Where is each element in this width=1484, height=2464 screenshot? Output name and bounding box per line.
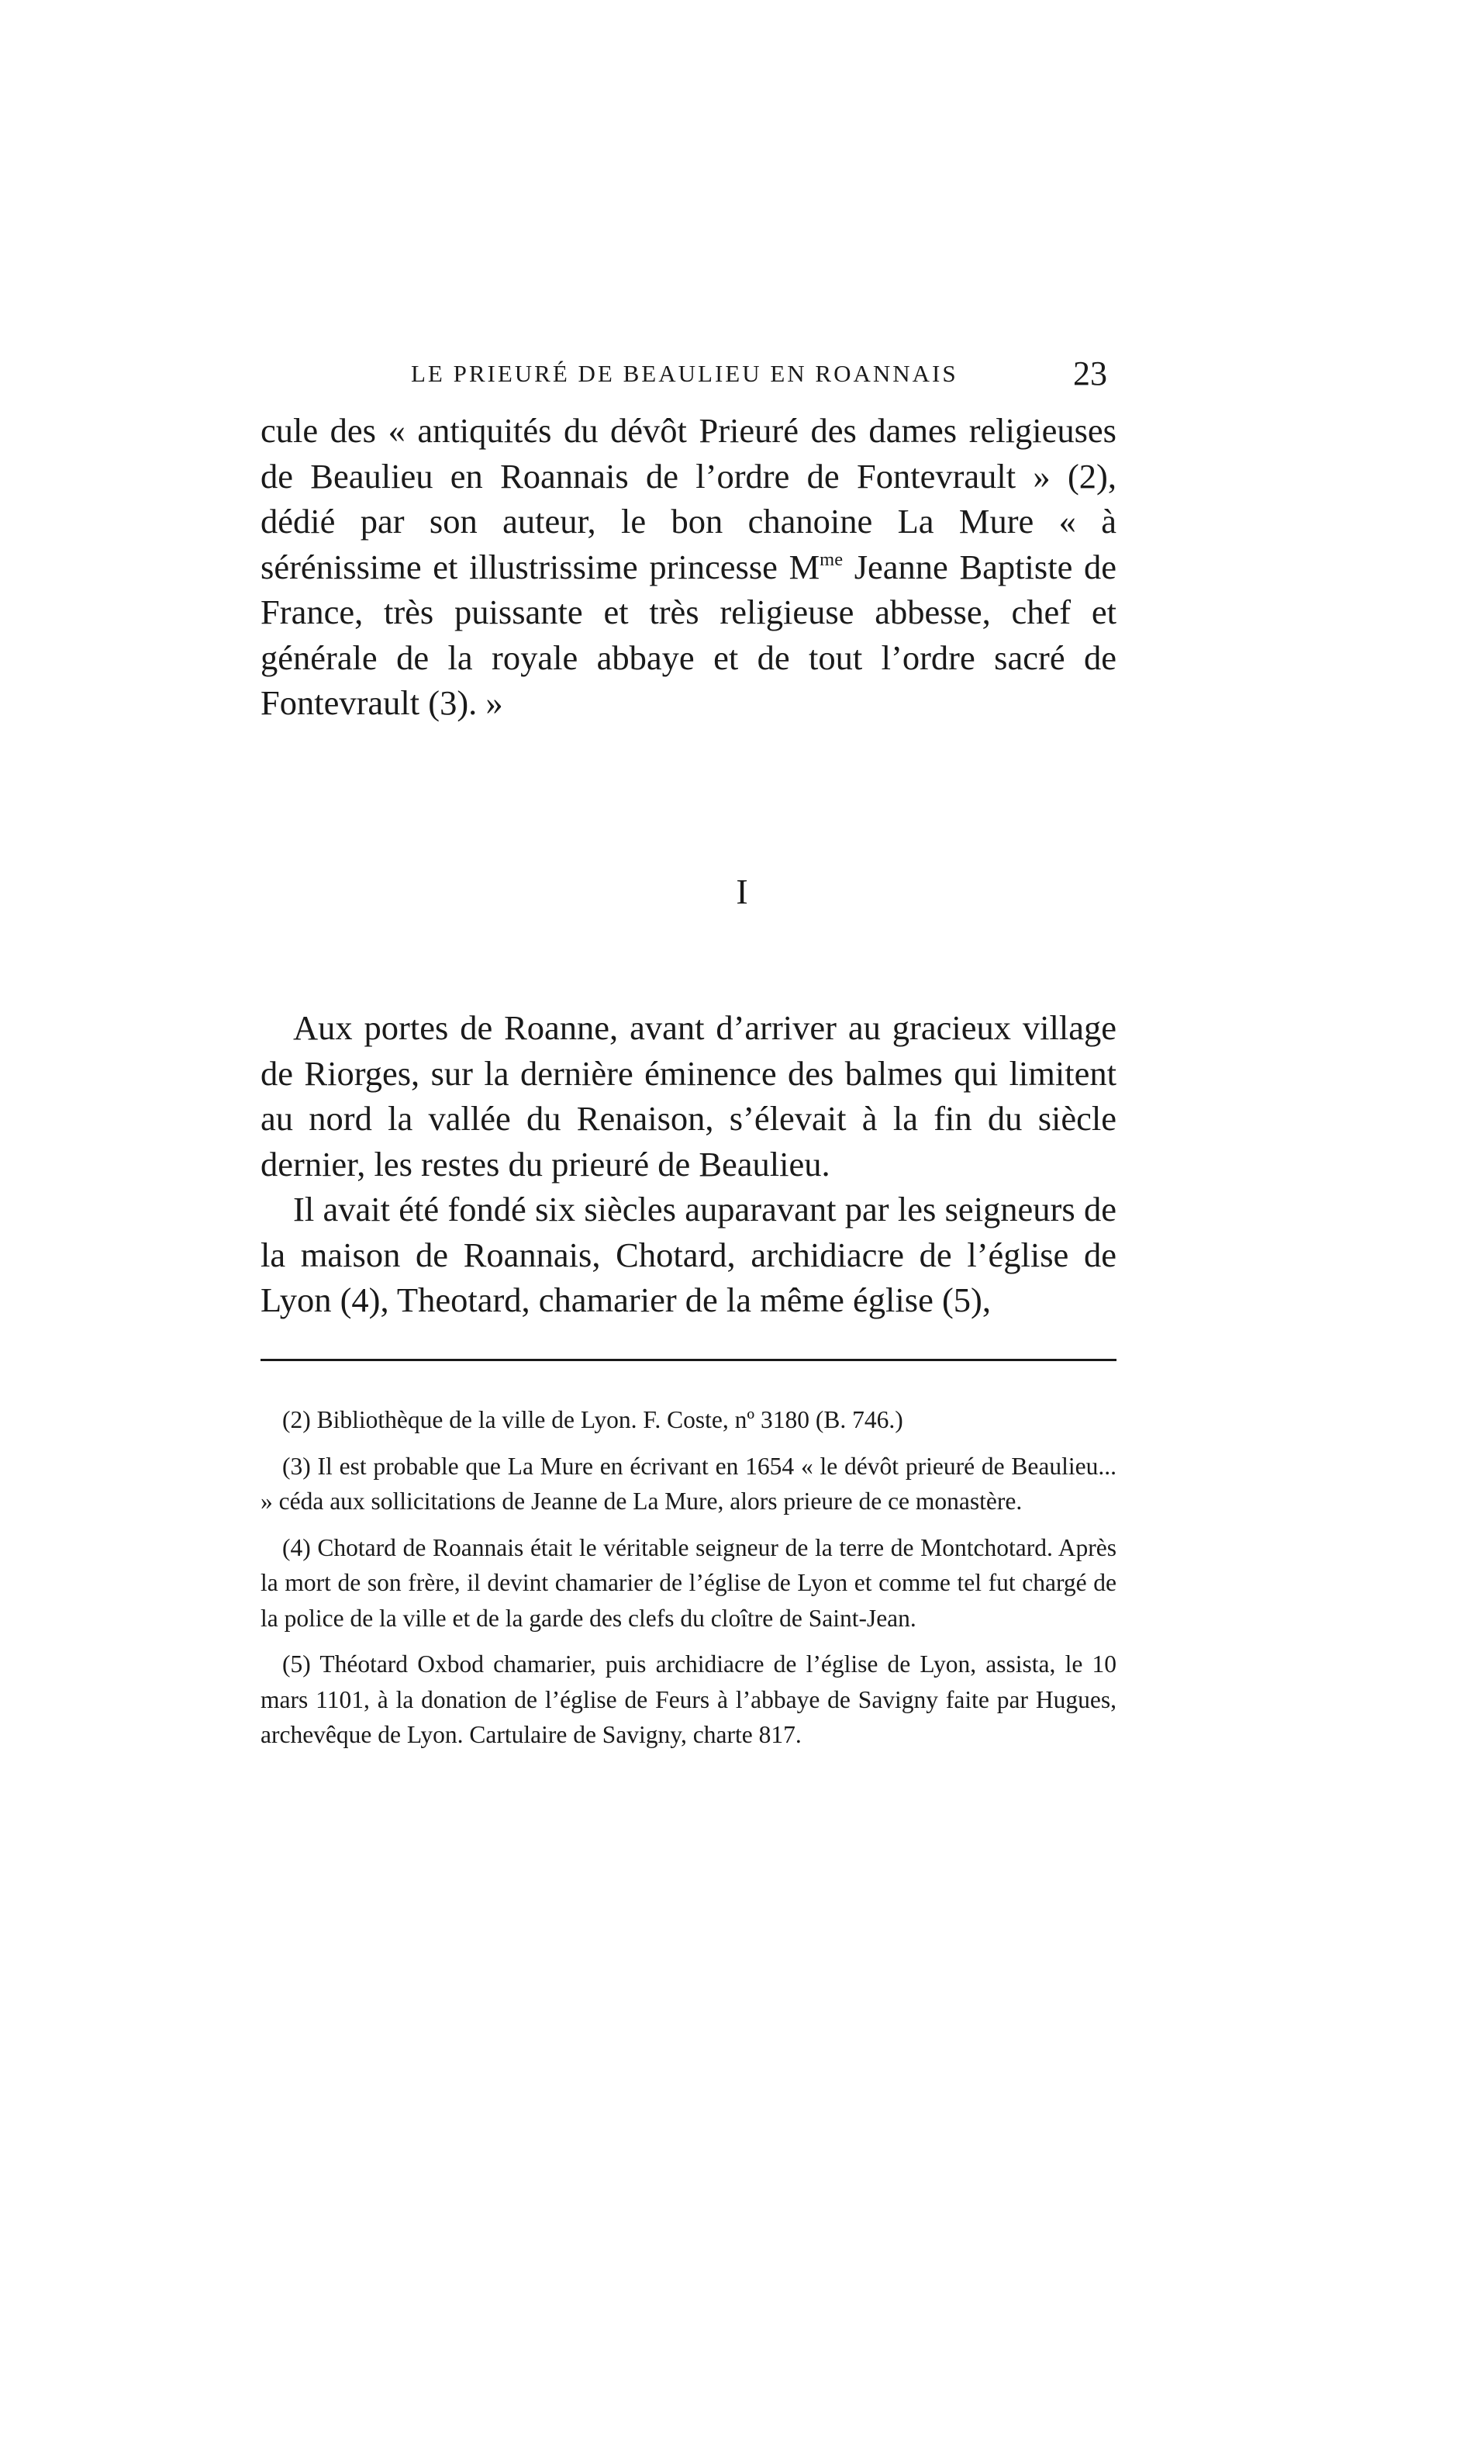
- footnote-3: (3) Il est probable que La Mure en écrivant en 1654 « le dévôt prieuré de Beaulieu... » céda aux sollicitations de Jeanne de La Mure, alors prieure de ce monastère.: [261, 1452, 1116, 1515]
- page-number: 23: [1073, 354, 1107, 392]
- footnote-5: (5) Théotard Oxbod chamarier, puis archidiacre de l’église de Lyon, assista, le 10 mars 1101, à la donation de l’église de Feurs à l’abbaye de Savigny faite par Hugues, archevêque de Lyon. Cartulaire de Savigny, charte 817.: [261, 1650, 1116, 1748]
- footnotes: [261, 1402, 1116, 1764]
- intro-text-part-1: cule des « antiquités du dévôt Prieuré des dames religieuses de Beaulieu en Roannais de l’ordre de Fontevrault » (2), dédié par son auteur, le bon chanoine La Mure « à sérénissime et illustrissime princesse M: [261, 411, 1116, 586]
- section-paragraph-1: Aux portes de Roanne, avant d’arriver au gracieux village de Riorges, sur la dernière éminence des balmes qui limitent au nord la vallée du Renaison, s’élevait à la fin du siècle dernier, les restes du prieuré de Beaulieu.: [261, 1008, 1116, 1184]
- section-paragraph-2: Il avait été fondé six siècles auparavant par les seigneurs de la maison de Roannais, Chotard, archidiacre de l’église de Lyon (4), Theotard, chamarier de la même église (5),: [261, 1190, 1116, 1319]
- footnote-4: (4) Chotard de Roannais était le véritable seigneur de la terre de Montchotard. Après la mort de son frère, il devint chamarier de l’église de Lyon et comme tel fut chargé de la police de la ville et de la garde des clefs du cloître de Saint-Jean.: [261, 1533, 1116, 1632]
- title-abbreviation-superscript: me: [820, 548, 844, 570]
- running-head: [261, 351, 1116, 397]
- footnote-2: (2) Bibliothèque de la ville de Lyon. F. Coste, nº 3180 (B. 746.): [282, 1406, 903, 1433]
- intro-text-part-2: Jeanne Baptiste de France, très puissante et très religieuse abbesse, chef et générale de la royale abbaye et de tout l’ordre sacré de Fontevrault (3). »: [261, 547, 1117, 722]
- section-heading: I: [736, 872, 748, 911]
- footnote-divider: [261, 1359, 1116, 1361]
- intro-text: [261, 408, 1116, 726]
- section-body: [261, 1005, 1116, 1323]
- running-title: LE PRIEURÉ DE BEAULIEU EN ROANNAIS: [411, 360, 958, 387]
- intro-paragraph: [261, 408, 1116, 726]
